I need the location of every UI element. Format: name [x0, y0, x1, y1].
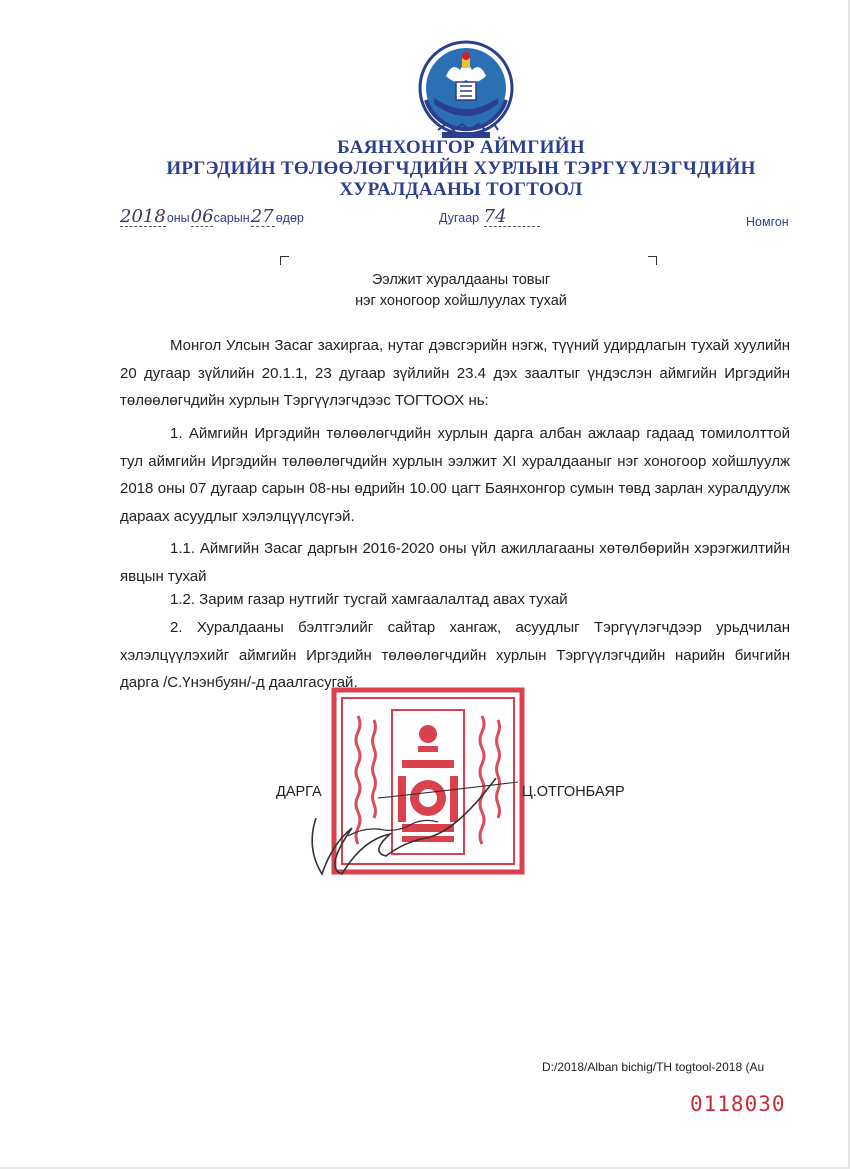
- subject-line-1: Ээлжит хуралдааны товыг: [371, 272, 551, 288]
- soyombo-emblem-icon: [416, 38, 516, 142]
- subject-corner-left: [280, 256, 289, 265]
- document-number: [438, 208, 540, 227]
- subject: [0, 270, 850, 312]
- date-day: 27: [250, 206, 274, 227]
- file-path: D:/2018/Alban bichig/TH togtool-2018 (Au: [542, 1060, 765, 1074]
- subject-line-2: нэг хоногоор хойшлуулах тухай: [355, 293, 567, 309]
- paragraph-item-2: [120, 614, 790, 697]
- handwritten-signature-icon: [288, 778, 538, 888]
- year-label: оны: [166, 211, 190, 225]
- date-line: [120, 208, 305, 234]
- signer-name: Ц.ОТГОНБАЯР: [522, 784, 625, 800]
- paragraph-item-1-2: [120, 586, 790, 614]
- header-line-3: ХУРАЛДААНЫ ТОГТООЛ: [339, 179, 583, 200]
- paragraph-item-1: [120, 420, 790, 530]
- day-label: өдөр: [275, 211, 304, 225]
- number-value: 74: [484, 208, 540, 227]
- month-label: сарын: [213, 211, 250, 225]
- place-name: Номгон: [746, 215, 789, 229]
- header-line-2: ИРГЭДИЙН ТӨЛӨӨЛӨГЧДИЙН ХУРЛЫН ТЭРГҮҮЛЭГЧДИЙН: [166, 158, 756, 179]
- serial-number: 0118030: [690, 1092, 786, 1116]
- signer-title: ДАРГА: [276, 784, 322, 800]
- paragraph-item-1-1: [120, 535, 790, 590]
- paragraph-preamble-text: Монгол Улсын Засаг захиргаа, нутаг дэвсгэрийн нэгж, түүний удирдлагын тухай хуулийн 20 дугаар зүйлийн 20.1.1, 23 дугаар зүйлийн 23.4 дэх заалтыг үндэслэн аймгийн Иргэдийн төлөөлөгчдийн хурлын Тэргүүлэгчдээс ТОГТООХ нь:: [120, 337, 790, 409]
- date-month: 06: [190, 206, 214, 227]
- subject-corner-right: [648, 256, 657, 265]
- date-year: 2018: [120, 206, 166, 227]
- paragraph-preamble: [120, 332, 790, 415]
- paragraph-item-1-1-text: 1.1. Аймгийн Засаг даргын 2016-2020 оны үйл ажиллагааны хөтөлбөрийн хэрэгжилтийн явцын тухай: [120, 540, 790, 585]
- paragraph-item-1-2-text: 1.2. Зарим газар нутгийг тусгай хамгаалалтад авах тухай: [170, 591, 568, 608]
- paragraph-item-2-text: 2. Хуралдааны бэлтгэлийг сайтар хангаж, асуудлыг Тэргүүлэгчдээр урьдчилан хэлэлцүүлэхийг аймгийн Иргэдийн төлөөлөгчдийн хурлын Тэргүүлэгчдийн нарийн бичгийн дарга /С.Үнэнбуян/-д даалгасугай.: [120, 619, 790, 691]
- number-label: Дугаар: [439, 211, 480, 225]
- paragraph-item-1-text: 1. Аймгийн Иргэдийн төлөөлөгчдийн хурлын дарга албан ажлаар гадаад томилолттой тул аймгийн Иргэдийн төлөөлөгчдийн хурлын ээлжит XI хуралдааныг нэг хоногоор хойшлуулж 2018 оны 07 дугаар сарын 08-ны өдрийн 10.00 цагт Баянхонгор сумын төвд зарлан хуралдуулж дараах асуудлыг хэлэлцүүлсүгэй.: [120, 425, 790, 525]
- header-line-1: БАЯНХОНГОР АЙМГИЙН: [337, 137, 585, 158]
